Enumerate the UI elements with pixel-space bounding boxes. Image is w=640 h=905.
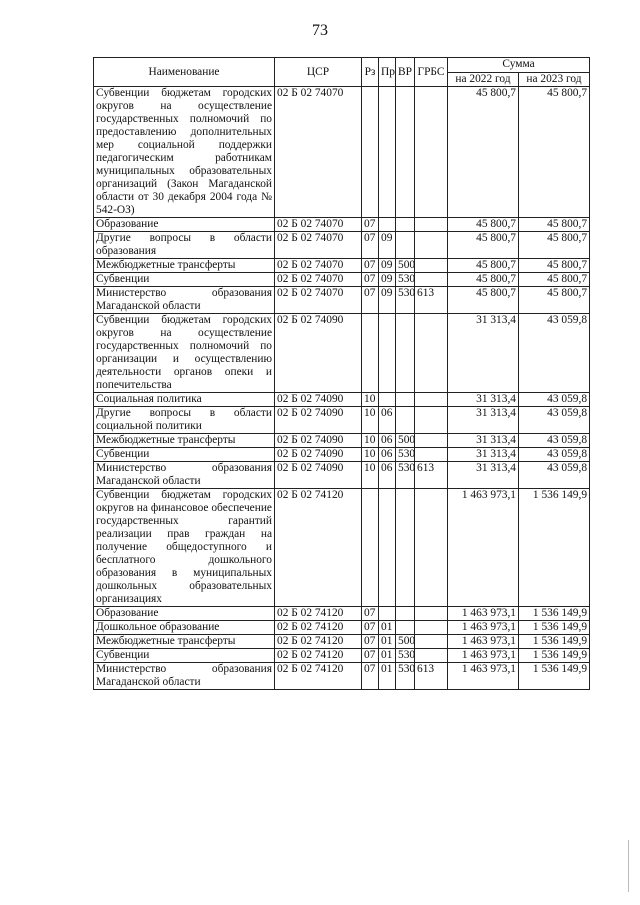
row-name: Межбюджетные трансферты xyxy=(94,259,275,273)
row-sum-2022: 1 463 973,1 xyxy=(448,489,519,607)
row-sum-2022: 45 800,7 xyxy=(448,87,519,218)
row-sum-2023: 1 536 149,9 xyxy=(519,635,590,649)
row-name: Межбюджетные трансферты xyxy=(94,434,275,448)
row-vr xyxy=(396,314,415,393)
row-rz: 07 xyxy=(362,649,379,663)
row-sum-2023: 43 059,8 xyxy=(519,434,590,448)
row-sum-2022: 1 463 973,1 xyxy=(448,663,519,690)
row-sum-2023: 45 800,7 xyxy=(519,218,590,232)
row-pr: 01 xyxy=(379,621,396,635)
row-sum-2023: 43 059,8 xyxy=(519,314,590,393)
row-rz xyxy=(362,87,379,218)
row-vr: 530 xyxy=(396,448,415,462)
header-vr: ВР xyxy=(396,58,415,87)
table-row xyxy=(94,259,590,273)
row-name: Субвенции бюджетам городских округов на финансовое обеспечение государственных гарантий реализации прав граждан на получение общедоступного и бесплатного дошкольного образования в муниципальных дошкольных образовательных организациях xyxy=(94,489,275,607)
row-vr xyxy=(396,393,415,407)
row-grbs: 613 xyxy=(415,462,448,489)
table-row xyxy=(94,607,590,621)
row-pr: 09 xyxy=(379,259,396,273)
row-rz: 07 xyxy=(362,232,379,259)
row-vr: 530 xyxy=(396,287,415,314)
row-sum-2023: 1 536 149,9 xyxy=(519,663,590,690)
page-number: 73 xyxy=(312,22,328,39)
row-name: Межбюджетные трансферты xyxy=(94,635,275,649)
row-grbs xyxy=(415,621,448,635)
row-sum-2023: 45 800,7 xyxy=(519,273,590,287)
row-vr: 530 xyxy=(396,649,415,663)
row-grbs xyxy=(415,232,448,259)
row-pr: 06 xyxy=(379,448,396,462)
scan-edge-mark xyxy=(628,840,629,892)
row-sum-2022: 1 463 973,1 xyxy=(448,635,519,649)
row-csr: 02 Б 02 74070 xyxy=(275,259,362,273)
row-rz: 07 xyxy=(362,273,379,287)
header-name: Наименование xyxy=(94,58,275,87)
row-name: Министерство образования Магаданской области xyxy=(94,287,275,314)
row-csr: 02 Б 02 74070 xyxy=(275,87,362,218)
row-grbs xyxy=(415,635,448,649)
row-vr: 500 xyxy=(396,635,415,649)
row-pr xyxy=(379,87,396,218)
row-rz: 07 xyxy=(362,663,379,690)
row-name: Дошкольное образование xyxy=(94,621,275,635)
row-sum-2023: 1 536 149,9 xyxy=(519,489,590,607)
row-sum-2022: 45 800,7 xyxy=(448,287,519,314)
table-row xyxy=(94,273,590,287)
row-rz: 10 xyxy=(362,393,379,407)
row-rz: 10 xyxy=(362,462,379,489)
row-rz: 07 xyxy=(362,621,379,635)
header-2023: на 2023 год xyxy=(519,72,590,87)
row-name: Субвенции xyxy=(94,273,275,287)
row-name: Социальная политика xyxy=(94,393,275,407)
row-vr: 530 xyxy=(396,462,415,489)
row-name: Субвенции бюджетам городских округов на осуществление государственных полномочий по предоставлению дополнительных мер социальной поддержки педагогическим работникам муниципальных образовательных организаций (Закон Магаданской области от 30 декабря 2004 года № 542-ОЗ) xyxy=(94,87,275,218)
row-csr: 02 Б 02 74090 xyxy=(275,462,362,489)
row-pr: 09 xyxy=(379,287,396,314)
row-pr: 06 xyxy=(379,434,396,448)
row-vr xyxy=(396,87,415,218)
table-row xyxy=(94,287,590,314)
row-rz: 10 xyxy=(362,407,379,434)
table-row xyxy=(94,393,590,407)
row-vr xyxy=(396,232,415,259)
row-grbs xyxy=(415,259,448,273)
row-name: Образование xyxy=(94,218,275,232)
row-csr: 02 Б 02 74120 xyxy=(275,663,362,690)
row-name: Субвенции xyxy=(94,649,275,663)
header-csr: ЦСР xyxy=(275,58,362,87)
row-sum-2022: 45 800,7 xyxy=(448,273,519,287)
row-sum-2023: 43 059,8 xyxy=(519,462,590,489)
table-row xyxy=(94,314,590,393)
row-grbs xyxy=(415,273,448,287)
row-grbs xyxy=(415,314,448,393)
row-pr xyxy=(379,218,396,232)
row-name: Другие вопросы в области социальной политики xyxy=(94,407,275,434)
table-row xyxy=(94,635,590,649)
row-grbs xyxy=(415,393,448,407)
row-pr xyxy=(379,393,396,407)
row-vr: 500 xyxy=(396,434,415,448)
row-vr: 530 xyxy=(396,273,415,287)
budget-table xyxy=(93,57,590,690)
row-sum-2023: 43 059,8 xyxy=(519,393,590,407)
row-grbs: 613 xyxy=(415,663,448,690)
row-csr: 02 Б 02 74070 xyxy=(275,232,362,259)
row-sum-2023: 45 800,7 xyxy=(519,232,590,259)
row-rz: 07 xyxy=(362,635,379,649)
row-csr: 02 Б 02 74090 xyxy=(275,393,362,407)
row-csr: 02 Б 02 74120 xyxy=(275,649,362,663)
row-csr: 02 Б 02 74090 xyxy=(275,434,362,448)
row-csr: 02 Б 02 74120 xyxy=(275,635,362,649)
row-csr: 02 Б 02 74070 xyxy=(275,273,362,287)
table-row xyxy=(94,649,590,663)
row-sum-2022: 31 313,4 xyxy=(448,393,519,407)
row-sum-2023: 45 800,7 xyxy=(519,87,590,218)
table-row xyxy=(94,663,590,690)
row-rz xyxy=(362,489,379,607)
row-rz: 07 xyxy=(362,218,379,232)
row-sum-2023: 45 800,7 xyxy=(519,287,590,314)
row-sum-2022: 1 463 973,1 xyxy=(448,649,519,663)
row-sum-2022: 1 463 973,1 xyxy=(448,607,519,621)
row-grbs xyxy=(415,218,448,232)
row-csr: 02 Б 02 74120 xyxy=(275,607,362,621)
row-vr xyxy=(396,218,415,232)
row-name: Субвенции бюджетам городских округов на осуществление государственных полномочий по организации и осуществлению деятельности органов опеки и попечительства xyxy=(94,314,275,393)
row-csr: 02 Б 02 74070 xyxy=(275,287,362,314)
row-grbs xyxy=(415,448,448,462)
table-row xyxy=(94,407,590,434)
row-vr xyxy=(396,407,415,434)
row-sum-2023: 1 536 149,9 xyxy=(519,649,590,663)
row-pr: 06 xyxy=(379,407,396,434)
row-pr: 01 xyxy=(379,635,396,649)
row-rz xyxy=(362,314,379,393)
row-rz: 07 xyxy=(362,287,379,314)
header-2022: на 2022 год xyxy=(448,72,519,87)
row-pr: 06 xyxy=(379,462,396,489)
row-pr xyxy=(379,314,396,393)
row-csr: 02 Б 02 74090 xyxy=(275,448,362,462)
table-row xyxy=(94,448,590,462)
row-sum-2022: 31 313,4 xyxy=(448,314,519,393)
row-sum-2022: 1 463 973,1 xyxy=(448,621,519,635)
row-name: Министерство образования Магаданской области xyxy=(94,462,275,489)
table-row xyxy=(94,434,590,448)
table-row xyxy=(94,218,590,232)
row-sum-2022: 31 313,4 xyxy=(448,448,519,462)
row-vr: 500 xyxy=(396,259,415,273)
table-row xyxy=(94,462,590,489)
row-csr: 02 Б 02 74090 xyxy=(275,407,362,434)
row-sum-2022: 31 313,4 xyxy=(448,407,519,434)
row-pr xyxy=(379,489,396,607)
row-sum-2023: 43 059,8 xyxy=(519,407,590,434)
row-csr: 02 Б 02 74120 xyxy=(275,621,362,635)
table-row xyxy=(94,489,590,607)
row-vr xyxy=(396,621,415,635)
row-grbs xyxy=(415,489,448,607)
row-pr: 09 xyxy=(379,232,396,259)
row-csr: 02 Б 02 74090 xyxy=(275,314,362,393)
row-sum-2023: 45 800,7 xyxy=(519,259,590,273)
row-grbs xyxy=(415,607,448,621)
row-sum-2022: 45 800,7 xyxy=(448,259,519,273)
row-rz: 10 xyxy=(362,434,379,448)
row-name: Субвенции xyxy=(94,448,275,462)
row-vr xyxy=(396,489,415,607)
header-pr: Пр xyxy=(379,58,396,87)
row-rz: 10 xyxy=(362,448,379,462)
row-sum-2022: 31 313,4 xyxy=(448,462,519,489)
row-csr: 02 Б 02 74070 xyxy=(275,218,362,232)
row-csr: 02 Б 02 74120 xyxy=(275,489,362,607)
row-sum-2023: 1 536 149,9 xyxy=(519,621,590,635)
header-grbs: ГРБС xyxy=(415,58,448,87)
row-grbs xyxy=(415,649,448,663)
row-pr: 01 xyxy=(379,663,396,690)
row-pr: 01 xyxy=(379,649,396,663)
row-rz: 07 xyxy=(362,607,379,621)
row-sum-2022: 31 313,4 xyxy=(448,434,519,448)
header-sum: Сумма xyxy=(448,58,590,73)
row-pr xyxy=(379,607,396,621)
row-rz: 07 xyxy=(362,259,379,273)
row-name: Министерство образования Магаданской области xyxy=(94,663,275,690)
row-sum-2022: 45 800,7 xyxy=(448,232,519,259)
table-body xyxy=(94,87,590,690)
row-name: Образование xyxy=(94,607,275,621)
row-grbs xyxy=(415,407,448,434)
row-sum-2023: 1 536 149,9 xyxy=(519,607,590,621)
table-row xyxy=(94,87,590,218)
table-row xyxy=(94,232,590,259)
row-name: Другие вопросы в области образования xyxy=(94,232,275,259)
row-grbs xyxy=(415,87,448,218)
row-pr: 09 xyxy=(379,273,396,287)
row-vr xyxy=(396,607,415,621)
row-sum-2022: 45 800,7 xyxy=(448,218,519,232)
row-grbs xyxy=(415,434,448,448)
row-sum-2023: 43 059,8 xyxy=(519,448,590,462)
row-grbs: 613 xyxy=(415,287,448,314)
header-rz: Рз xyxy=(362,58,379,87)
table-row xyxy=(94,621,590,635)
row-vr: 530 xyxy=(396,663,415,690)
